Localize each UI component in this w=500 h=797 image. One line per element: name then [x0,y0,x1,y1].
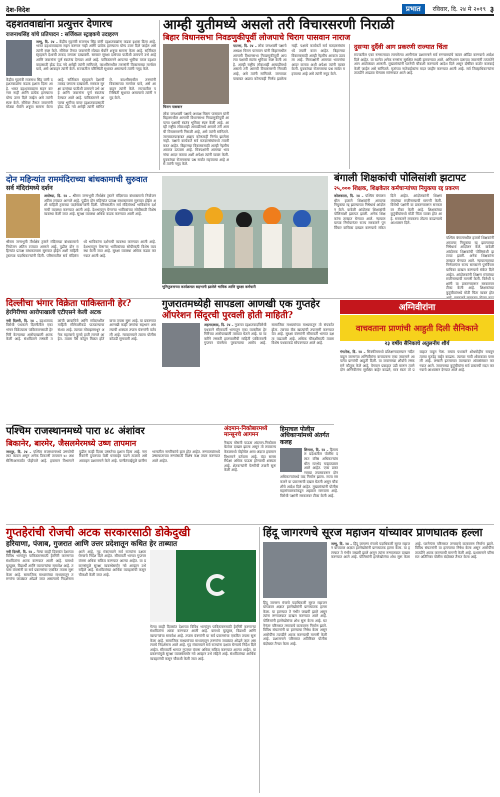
side-body: राज्यातील एका रुग्णालयात लागलेल्या आगीनंतर प्रशासनाने सर्व रुग्णालयांचे फायर ऑडिट करण्याचे आदेश दिले आहेत. या घटनेत अनेक रुग्णांना सुरक्षित स्थळी हलवण्यात आले. अग्निशमन दलाच्या जवानांनी तत्परतेने आग आटोक्यात आणली. मुख्यमंत्र्यांनी घटनेची चौकशी करण्याचे आदेश दिले असून दोषींवर कठोर कारवाई केली जाईल असे सांगितले. मृतांच्या नातेवाईकांना मदत जाहीर करण्यात आली आहे. सर्व जिल्हाधिकाऱ्यांना तातडीने आढावा घेण्यास सांगण्यात आले आहे. [354,53,494,76]
story-body: गेल्या काही दिवसांत देशाच्या विविध भागांतून पाकिस्तानसाठी हेरगिरी करणाऱ्या संशयितांना अटक करण्यात आली आहे. यामध्ये यूट्यूबर, विद्यार्थी आणि व्यापाऱ्यांचा समावेश आहे. तपास यंत्रणांनी या सर्व प्रकरणांचा एकत्रित तपास सुरू केला आहे. सामाजिक माध्यमांच्या माध्यमातून तरुणांना जाळ्यात ओढले जात असल्याचे निदर्शनास आले आहे. गृह मंत्रालयाने सर्व राज्यांना दक्षता घेण्याचे निर्देश दिले आहेत. सीमावर्ती भागात गुप्तचर यंत्रणा अधिक सक्रिय करण्यात आल्या आहेत. या प्रकरणांमुळे सुरक्षा व्यवस्थेसमोर नवे आव्हान उभे राहिले आहे. संशयितांच्या आर्थिक व्यवहारांची कसून चौकशी केली जात आहे. [6,549,146,582]
story-subhead: ऑपरेशन सिंदूरची पुरवली होती माहिती? [162,310,293,321]
story-headline: अंदमान-निकोबारमध्ये मान्सूनचे आगमन [224,426,268,438]
story-body: गुजरात दहशतवादविरोधी पथकाने सीमावर्ती भागातून एका व्यक्तीला हेरगिरीच्या आरोपाखाली ताब्यात घेतले आहे. या व्यक्तीने लष्करी हालचालींची माहिती पाकिस्तानी गुप्तचर यंत्रणेला पुरवल्याचा आरोप आहे. सामाजिक माध्यमांच्या माध्यमातून तो संपर्कात होता. त्याच्या बँक खात्यांची तपासणी करण्यात येत आहे. सुरक्षा यंत्रणांनी सीमावर्ती भागात दक्षता वाढवली आहे. अधिक चौकशीसाठी त्याला विशेष पथकाकडे सोपवण्यात आले आहे. [204,322,334,346]
story-subhead: बिहार विधानसभा निवडणुकीपूर्वी लोजपाचे चिराग पासवान नाराज [163,33,351,43]
story-body-columns: श्रीराम जन्मभूमी तीर्थक्षेत्र ट्रस्टने मंदिराच्या बांधकामाचे नियोजन अंतिम टप्प्यात आणले आहे. पुढील दोन महिन्यांत प्रत्यक्ष बांधकामाला सुरुवात होईल अशी माहिती ट्रस्टच्या पदाधिकाऱ्यांनी दिली. परिसरातील सर्व मंदिरांमध्ये भाविकांना दर्शनाची व्यवस्था करण्यात आली आहे. देशभरातून येणाऱ्या भाविकांच्या सोयीसाठी विशेष व्यवस्था केली जात आहे. सुरक्षा व्यवस्था अधिक कडक करण्यात आली आहे. [6,239,156,258]
dateline: रविवार, दि. २४ मे २०१९ [432,6,486,13]
story-dateline: कोलकाता, दि. २४ – [334,193,364,198]
story-rajasthan-heat [6,427,220,521]
story-alliance-ideology [163,18,494,170]
story-suraj-mahajan-attack [263,527,494,793]
story-subhead: २३ वर्षीय सैनिकाचे अतुलनीय शौर्य [384,341,450,347]
story-headline: गुजरातमध्येही सापडला आणखी एक गुप्तहेर [162,299,320,310]
story-headline: दिल्लीचा भंगार विक्रेता पाकिस्तानी हेर? [6,299,132,309]
story-subhead: बिकानेर, बारमेर, जैसलमेरमध्ये उष्ण तापमान [6,438,137,448]
story-bengal-teachers [334,174,494,296]
portrait-photo [163,44,229,104]
story-body: पश्चिम बंगालमधील हजारो शिक्षकांनी आपल्या नियुक्त्या रद्द झाल्याच्या निषेधार्थ आंदोलन केले. यावेळी आंदोलक शिक्षकांची पोलिसांशी झटापट झाली. अनेक शिक्षकांना ताब्यात घेण्यात आले. न्यायालयाच्या निर्णयानंतर राज्य सरकारने पुनर्विचार याचिका दाखल करण्याचे संकेत दिले आहेत. आंदोलकांनी शिक्षण मंत्र्यांच्या राजीनाम्याची मागणी केली. विरोधी पक्षांनी या प्रकरणावरून सरकारवर टीका केली आहे. शिक्षकांच्या कुटुंबीयांमध्ये मोठी चिंता व्यक्त होत [446,235,494,296]
story-headline: पश्चिम राजस्थानमध्ये पारा ४८ अंशांवर [6,426,145,437]
story-headline: गुप्तहेरांची रोजची अटक सरकारसाठी डोकेदुखी [6,526,191,539]
story-body: श्रीराम जन्मभूमी तीर्थक्षेत्र ट्रस्टने मंदिराच्या बांधकामाचे नियोजन अंतिम टप्प्यात आणले आहे. पुढील दोन महिन्यांत प्रत्यक्ष बांधकामाला सुरुवात होईल अशी माहिती ट्रस्टच्या पदाधिकाऱ्यांनी दिली. परिसरातील सर्व मंदिरांमध्ये भाविकांना दर्शनाची व्यवस्था करण्यात आली आहे. देशभरातून येणाऱ्या भाविकांच्या सोयीसाठी विशेष व्यवस्था केली जात आहे. सुरक्षा व्यवस्था अधिक कडक करण्यात आली आहे. [44,193,157,217]
story-subhead: हरियाणा, पंजाब, गुजरात आणि उत्तर प्रदेशातून कथित हेर ताब्यात [6,538,178,548]
column-divider [259,527,260,793]
story-dateline: अहमदाबाद, दि. २४ – [204,322,234,327]
story-dateline: नवी दिल्ली, दि. २४ – [6,318,38,323]
page-number: ३ [489,4,494,14]
row-divider [6,424,334,425]
side-story-fire [349,44,494,169]
story-body: लोक जनशक्ती पक्षाचे अध्यक्ष चिराग पासवान यांनी बिहारमधील आगामी विधानसभा निवडणुकीपूर्वी आपल्या पक्षाची स्वतंत्र भूमिका स्पष्ट केली आहे. आम्ही राष्ट्रीय लोकशाही आघाडीमध्ये असलो तरी आमची विचारसरणी निराळी आहे, असे त्यांनी सांगितले. जागावाटपाबाबत अद्याप कोणताही निर्णय झालेला नाही. पक्षाचे कार्यकर्ते सर्व मतदारसंघांमध्ये तयारी करत आहेत. बिहारच्या विकासासाठी आम्ही नेहमीच आवाज उठवला आहे. मित्रपक्षांनी आमच्या भावनांचा आदर करावा अशी अपेक्षा त्यांनी व्यक्त केली. युवकांच्या रोजगाराचा प्रश्न सर्वात महत्त्वाचा आहे असे त्यांनी नमूद केले. [233,44,345,81]
story-dateline: शिमला, दि. २४ – [304,447,329,452]
news-photo [162,176,328,284]
story-headline: आम्ही युतीमध्ये असलो तरी विचारसरणी निराळी [163,17,395,33]
story-subhead: हेरगिरीच्या आरोपाखाली एटीएसने केली अटक [6,310,102,317]
story-headline: हिंदू जागरणचे सूरज महाजन यांच्यावर प्राणघातक हल्ला [263,526,483,539]
story-dateline: जम्मू, दि. २४ – [331,541,353,546]
story-body: हिंदू जागरण मंचाचे पदाधिकारी सूरज महाजन यांच्यावर अज्ञात हल्लेखोरांनी प्राणघातक हल्ला केला. या हल्ल्यात ते गंभीर जखमी झाले असून त्यांना रुग्णालयात दाखल करण्यात आले आहे. पोलिसांनी हल्लेखोरांचा शोध सुरू केला आहे. घटनेनंतर परिसरात तणावाचे वातावरण निर्माण झाले. विविध संघटनांनी या हल्ल्याचा निषेध केला असून आरोपींना तातडीने अटक करण्याची मागणी केली आहे. प्रशासनाने परिसरात अतिरिक्त पोलीस बंदोबस्त तैनात केला आहे. [331,541,494,560]
story-body: पश्चिम राजस्थानमध्ये उष्णतेची लाट कायम असून अनेक ठिकाणी तापमान ४८ अंश सेल्सिअसपर्यंत पोहोचले आहे. हवामान विभागाने पुढील काही दिवस उष्णतेचा इशारा दिला आहे. नागरिकांनी दुपारच्या वेळी घराबाहेर पडणे टाळावे असे आवाहन प्रशासनाने केले आहे. पाणीटंचाईमुळे ग्रामीण भागातील नागरिकांचे हाल होत आहेत. रुग्णालयांमध्ये उष्माघाताच्या रुग्णांसाठी विशेष कक्ष तयार करण्यात आले आहेत. [6,449,220,463]
story-monsoon [224,427,276,521]
story-dateline: पाटणा, दि. २४ – [233,44,257,49]
story-body-columns: केंद्रीय गृहमंत्री राजनाथ सिंह यांनी दहशतवाद्यांना कडक इशारा दिला आहे. भारत दहशतवादाला सहन करणार नाही आणि प्रत्येक हल्ल्याला योग्य उत्तर दिले जाईल असे त्यांनी स्पष्ट केले. सीमेवर तैनात जवानांनी मोठ्या धैर्याने शत्रूचा सामना केला आहे. सर्जिकल स्ट्राइकने देशाची ताकद जगाला दाखवली. सरकार सुरक्षा दलांच्या पाठीशी ठामपणे उभे आहे आणि जवानांना पूर्ण स्वातंत्र्य देण्यात आले आहे. पाकिस्तानने आपल्या भूमीचा वापर दहशतवादासाठी होऊ देऊ नये असेही त्यांनी सांगितले. काश्मीरमधील तरुणांनी विकासाच्या मार्गावर यावे, असे आवाहन त्यांनी केले. राज्यातील परिस्थिती सुधारत असल्याचे त्यांनी नमूद केले. [6,77,156,110]
story-dateline: जम्मू, दि. २४ – [36,39,58,44]
story-headline: हिमाचल पोलीस अधिकाऱ्यांमध्ये अंतर्गत कलह [280,426,330,446]
section-name: देश-विदेश [6,5,30,14]
crowd-photo-illustration [162,176,328,284]
flag-photo [150,550,256,622]
story-body: पश्चिम बंगालमधील हजारो शिक्षकांनी आपल्या नियुक्त्या रद्द झाल्याच्या निषेधार्थ आंदोलन केले. यावेळी आंदोलक शिक्षकांची पोलिसांशी झटापट झाली. अनेक शिक्षकांना ताब्यात घेण्यात आले. न्यायालयाच्या निर्णयानंतर राज्य सरकारने पुनर्विचार याचिका दाखल करण्याचे संकेत दिले आहेत. आंदोलकांनी शिक्षण मंत्र्यांच्या राजीनाम्याची मागणी केली. विरोधी पक्षांनी या प्रकरणावरून सरकारवर टीका केली आहे. शिक्षकांच्या कुटुंबीयांमध्ये मोठी चिंता व्यक्त होत आहे. सरकारने लवकरच तोडगा काढण्याचे आश्वासन दिले. [334,193,442,231]
side-headline: दुसऱ्या दुर्दैवी आग प्रकरणी राज्यात चिंता [354,43,448,52]
story-body: दहशतवादविरोधी पथकाने दिल्लीतील एका भंगार विक्रेत्याला पाकिस्तानसाठी हेरगिरी केल्याच्या आरोपाखाली अटक केली आहे. संशयिताने लष्करी तळांची छायाचित्रे आणि संवेदनशील माहिती सीमेपलीकडे पाठवल्याचा संशय आहे. त्याच्या मोबाइलमधून अनेक महत्त्वाचे पुरावे हाती लागले आहेत. त्याला पैसे कोठून मिळत होते याचा तपास सुरू आहे. या प्रकरणात आणखी काही जणांचा सहभाग असल्याची शक्यता तपास यंत्रणांनी वर्तवली आहे. न्यायालयाने त्याला पोलीस कोठडी सुनावली आहे. [6,318,156,342]
masthead [6,4,494,16]
story-dateline: गंगटोक, दि. २४ – [340,349,366,354]
story-ram-temple [6,175,156,287]
story-kicker: अग्निवीरांना [340,300,494,314]
story-soldier-sacrifice [340,300,494,522]
story-body: केंद्रीय गृहमंत्री राजनाथ सिंह यांनी दहशतवाद्यांना कडक इशारा दिला आहे. भारत दहशतवादाला सहन करणार नाही आणि प्रत्येक हल्ल्याला योग्य उत्तर दिले जाईल असे त्यांनी स्पष्ट केले. सीमेवर तैनात जवानांनी मोठ्या धैर्याने शत्रूचा सामना केला आहे. सर्जिकल स्ट्राइकने देशाची ताकद जगाला दाखवली. सरकार सुरक्षा दलांच्या पाठीशी ठामपणे उभे आहे आणि जवानांना पूर्ण स्वातंत्र्य देण्यात आले आहे. पाकिस्तानने आपल्या भूमीचा वापर दहशतवादासाठी होऊ देऊ नये असेही त्यांनी सांगितले. काश्मीरमधील तरुणांनी विकासाच्या मार्गावर यावे, असे आवाहन त्यांनी केले. राज्यातील परिस्थिती सुधारत असल्याचे त्यांनी नमूद केले. [36,39,156,72]
story-headline: दहशतवाद्यांना प्रत्युत्तर देणारच [6,19,113,30]
story-body: गेल्या काही दिवसांत देशाच्या विविध भागांतून पाकिस्तानसाठी हेरगिरी करणाऱ्या संशयितांना अटक करण्यात आली आहे. यामध्ये यूट्यूबर, विद्यार्थी आणि व्यापाऱ्यांचा समावेश आहे. तपास यंत्रणांनी या सर्व प्रकरणांचा एकत्रित तपास सुरू केला आहे. सामाजिक माध्यमांच्या माध्यमातून तरुणांना जाळ्यात ओढले जात असल्याचे निदर्शनास आले आहे. गृह मंत्रालयाने सर्व राज्यांना दक्षता घेण्याचे निर्देश दिले आहेत. सीमावर्ती भागात गुप्तचर यंत्रणा अधिक सक्रिय करण्यात आल्या आहेत. या प्रकरणांमुळे सुरक्षा व्यवस्थेसमोर नवे आव्हान उभे राहिले आहे. संशयितांच्या आर्थिक व्यवहारांची कसून चौकशी केली जात आहे. [150,624,256,661]
story-headline: दोन महिन्यांत राममंदिराच्या बांधकामाची सुरुवात [6,174,148,184]
column-divider [159,20,160,170]
story-daily-spy-arrests [6,527,256,793]
brand-logo: प्रभात [402,4,425,14]
story-subhead: राजनाथसिंह यांचे प्रतिपादन : सर्जिकल स्ट्राइकचे उदाहरण [6,31,118,38]
photo-caption: भूमिपूजनाच्या कार्यक्रमात सहभागी झालेले भाविक आणि सुरक्षा कर्मचारी [162,285,256,289]
officer-photo [280,448,302,472]
story-terror-response [6,20,156,168]
story-delhi-spy [6,300,156,422]
portrait-photo [6,40,32,76]
story-body: नैऋत्य मोसमी पाऊस अंदमान-निकोबार बेटांवर दाखल झाला असून तो लवकरच केरळमध्ये पोहोचेल असा अंदाज हवामान विभागाने वर्तवला आहे. यंदा सरासरीपेक्षा अधिक पाऊस होण्याची शक्यता आहे. शेतकऱ्यांनी पेरणीची तयारी सुरू केली आहे. [224,440,276,473]
story-dateline: जयपूर, दि. २४ – [6,449,32,454]
story-headline: बंगाली शिक्षकांची पोलिसांशी झटापट [334,173,466,184]
row-divider [6,524,494,525]
story-dateline: नवी दिल्ली, दि. २४ – [6,549,36,554]
story-body: हिमाचल प्रदेशातील पोलीस दलात वरिष्ठ अधिकाऱ्यांमधील मतभेद चव्हाट्यावर आले आहेत. एका प्रकरणाच्या तपासावरून दोन अधिकाऱ्यांमध्ये वाद निर्माण झाला. राज्य सरकारने या प्रकरणाची दखल घेतली असून चौकशीचे आदेश दिले आहेत. मुख्यमंत्र्यांनी पोलीस महासंचालकांकडून अहवाल मागवला आहे. विरोधी पक्षांनी सरकारवर टीका केली आहे. [280,447,339,498]
story-gujarat-spy [162,300,334,422]
story-himachal-police [280,427,338,521]
suspect-photo [162,323,200,367]
story-body: सिक्कीममध्ये प्रशिक्षणादरम्यान नदीत वाहून जाणाऱ्या अग्निवीरांना वाचवताना एका जवानाने आपल्या प्राणांची आहुती दिली. या जवानाच्या शौर्याचे लष्कराने कौतुक केले आहे. वेगवान प्रवाहात उडी मारून त्याने दोन अग्निवीरांना सुरक्षित बाहेर काढले, मात्र स्वतः तो प्रवाहात वाहून गेला. बचाव पथकाने शोधमोहीम राबवून त्याचा मृतदेह बाहेर काढला. त्याच्या गावी शोककळा पसरली आहे. लष्करी इतमामात त्याच्यावर अंत्यसंस्कार करण्यात आले. जवानाच्या कुटुंबीयांना सर्व प्रकारची मदत करण्याचे आश्वासन देण्यात आले आहे. [340,349,494,373]
crescent-icon [206,574,228,596]
story-body: लोक जनशक्ती पक्षाचे अध्यक्ष चिराग पासवान यांनी बिहारमधील आगामी विधानसभा निवडणुकीपूर्वी आपल्या पक्षाची स्वतंत्र भूमिका स्पष्ट केली आहे. आम्ही राष्ट्रीय लोकशाही आघाडीमध्ये असलो तरी आमची विचारसरणी निराळी आहे, असे त्यांनी सांगितले. जागावाटपाबाबत अद्याप कोणताही निर्णय झालेला नाही. पक्षाचे कार्यकर्ते सर्व मतदारसंघांमध्ये तयारी करत आहेत. बिहारच्या विकासासाठी आम्ही नेहमीच आवाज उठवला आहे. मित्रपक्षांनी आमच्या भावनांचा आदर करावा अशी अपेक्षा त्यांनी व्यक्त केली. युवकांच्या रोजगाराचा प्रश्न सर्वात महत्त्वाचा आहे असे त्यांनी नमूद केले. [163,111,229,167]
story-dateline: अयोध्या, दि. २४ – [44,193,71,198]
story-subhead: सर्व मंदिरांमध्ये दर्शन [6,183,53,192]
protest-photo [446,194,494,234]
story-headline: वाचवताना प्राणांची आहुती दिली सैनिकाने [340,315,494,341]
story-body: हिंदू जागरण मंचाचे पदाधिकारी सूरज महाजन यांच्यावर अज्ञात हल्लेखोरांनी प्राणघातक हल्ला केला. या हल्ल्यात ते गंभीर जखमी झाले असून त्यांना रुग्णालयात दाखल करण्यात आले आहे. पोलिसांनी हल्लेखोरांचा शोध सुरू केला आहे. घटनेनंतर परिसरात तणावाचे वातावरण निर्माण झाले. विविध संघटनांनी या हल्ल्याचा निषेध केला असून आरोपींना तातडीने अटक करण्याची मागणी केली आहे. प्रशासनाने परिसरात अतिरिक्त पोलीस बंदोबस्त तैनात केला आहे. [263,600,327,646]
photo-caption: चिराग पासवान [163,105,183,110]
victim-photo [263,542,327,598]
temple-photo [6,194,40,238]
story-subhead: २५,००० शिक्षक, शिक्षकेतर कर्मचाऱ्यांच्या नियुक्त्या रद्द प्रकरण [334,185,459,192]
